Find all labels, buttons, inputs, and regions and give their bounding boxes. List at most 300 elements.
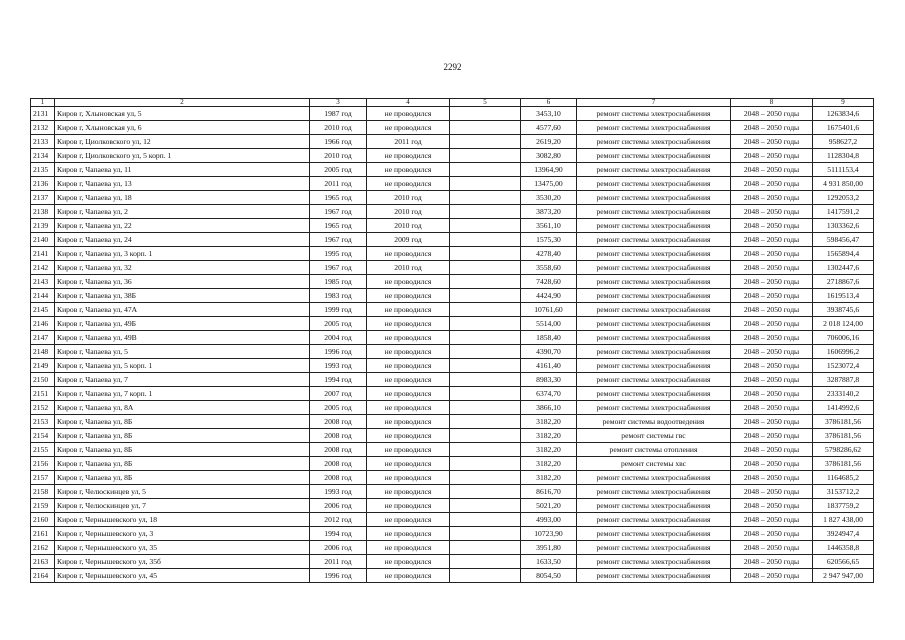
cell-last-repair-year: 2010 год	[367, 191, 450, 205]
cell-work-type: ремонт системы электроснабжения	[577, 191, 731, 205]
cell-build-year: 1987 год	[310, 107, 367, 121]
cell-work-type: ремонт системы электроснабжения	[577, 121, 731, 135]
cell-area: 13964,90	[521, 163, 577, 177]
cell-work-type: ремонт системы электроснабжения	[577, 541, 731, 555]
cell-area: 3951,80	[521, 541, 577, 555]
cell-build-year: 1965 год	[310, 219, 367, 233]
cell-build-year: 1966 год	[310, 135, 367, 149]
cell-column-5	[450, 359, 521, 373]
cell-cost: 2 018 124,00	[813, 317, 874, 331]
cell-address: Киров г, Чапаева ул, 8А	[55, 401, 310, 415]
header-cell: 7	[577, 99, 731, 107]
cell-last-repair-year: не проводился	[367, 303, 450, 317]
cell-build-year: 1983 год	[310, 289, 367, 303]
cell-address: Киров г, Чапаева ул, 8Б	[55, 429, 310, 443]
cell-address: Киров г, Циолковского ул, 12	[55, 135, 310, 149]
table-row	[31, 387, 874, 401]
cell-address: Киров г, Чапаева ул, 7 корп. 1	[55, 387, 310, 401]
cell-area: 4390,70	[521, 345, 577, 359]
cell-column-5	[450, 135, 521, 149]
cell-period: 2048 – 2050 годы	[731, 275, 813, 289]
cell-area: 4424,90	[521, 289, 577, 303]
cell-area: 2619,20	[521, 135, 577, 149]
cell-row-number: 2139	[31, 219, 55, 233]
cell-area: 3182,20	[521, 443, 577, 457]
cell-address: Киров г, Циолковского ул, 5 корп. 1	[55, 149, 310, 163]
cell-row-number: 2156	[31, 457, 55, 471]
cell-column-5	[450, 247, 521, 261]
cell-row-number: 2158	[31, 485, 55, 499]
cell-work-type: ремонт системы электроснабжения	[577, 331, 731, 345]
cell-last-repair-year: не проводился	[367, 373, 450, 387]
cell-last-repair-year: 2010 год	[367, 219, 450, 233]
cell-column-5	[450, 527, 521, 541]
cell-address: Киров г, Чапаева ул, 5	[55, 345, 310, 359]
cell-area: 13475,00	[521, 177, 577, 191]
cell-build-year: 1985 год	[310, 275, 367, 289]
table-row	[31, 443, 874, 457]
cell-build-year: 2011 год	[310, 555, 367, 569]
cell-cost: 3786181,56	[813, 415, 874, 429]
table-row	[31, 233, 874, 247]
cell-row-number: 2160	[31, 513, 55, 527]
cell-area: 6374,70	[521, 387, 577, 401]
cell-last-repair-year: 2009 год	[367, 233, 450, 247]
table-row	[31, 415, 874, 429]
cell-row-number: 2136	[31, 177, 55, 191]
cell-row-number: 2154	[31, 429, 55, 443]
cell-work-type: ремонт системы электроснабжения	[577, 107, 731, 121]
cell-period: 2048 – 2050 годы	[731, 499, 813, 513]
cell-area: 5021,20	[521, 499, 577, 513]
cell-period: 2048 – 2050 годы	[731, 233, 813, 247]
cell-last-repair-year: 2010 год	[367, 261, 450, 275]
cell-period: 2048 – 2050 годы	[731, 261, 813, 275]
cell-column-5	[450, 387, 521, 401]
cell-row-number: 2144	[31, 289, 55, 303]
table-row	[31, 569, 874, 583]
cell-period: 2048 – 2050 годы	[731, 527, 813, 541]
cell-period: 2048 – 2050 годы	[731, 331, 813, 345]
table-row	[31, 513, 874, 527]
cell-cost: 958627,2	[813, 135, 874, 149]
cell-address: Киров г, Чапаева ул, 13	[55, 177, 310, 191]
cell-cost: 1 827 438,00	[813, 513, 874, 527]
table-row	[31, 317, 874, 331]
table-row	[31, 457, 874, 471]
cell-last-repair-year: 2010 год	[367, 205, 450, 219]
cell-area: 5514,00	[521, 317, 577, 331]
cell-cost: 598456,47	[813, 233, 874, 247]
cell-work-type: ремонт системы электроснабжения	[577, 261, 731, 275]
table-row	[31, 191, 874, 205]
cell-row-number: 2164	[31, 569, 55, 583]
cell-column-5	[450, 177, 521, 191]
table-row	[31, 177, 874, 191]
cell-build-year: 2006 год	[310, 499, 367, 513]
cell-build-year: 1967 год	[310, 261, 367, 275]
cell-column-5	[450, 373, 521, 387]
cell-last-repair-year: не проводился	[367, 149, 450, 163]
cell-work-type: ремонт системы электроснабжения	[577, 387, 731, 401]
cell-period: 2048 – 2050 годы	[731, 555, 813, 569]
table-row	[31, 205, 874, 219]
cell-build-year: 2005 год	[310, 401, 367, 415]
cell-cost: 1606996,2	[813, 345, 874, 359]
cell-cost: 1302447,6	[813, 261, 874, 275]
cell-column-5	[450, 485, 521, 499]
cell-cost: 4 931 850,00	[813, 177, 874, 191]
cell-work-type: ремонт системы электроснабжения	[577, 205, 731, 219]
cell-cost: 3924947,4	[813, 527, 874, 541]
table-row	[31, 485, 874, 499]
cell-cost: 1523072,4	[813, 359, 874, 373]
cell-build-year: 1999 год	[310, 303, 367, 317]
cell-cost: 2718867,6	[813, 275, 874, 289]
cell-period: 2048 – 2050 годы	[731, 149, 813, 163]
cell-column-5	[450, 233, 521, 247]
cell-row-number: 2157	[31, 471, 55, 485]
header-cell: 4	[367, 99, 450, 107]
cell-address: Киров г, Чапаева ул, 32	[55, 261, 310, 275]
cell-work-type: ремонт системы электроснабжения	[577, 527, 731, 541]
cell-last-repair-year: не проводился	[367, 317, 450, 331]
cell-build-year: 1967 год	[310, 233, 367, 247]
cell-work-type: ремонт системы электроснабжения	[577, 163, 731, 177]
cell-last-repair-year: не проводился	[367, 331, 450, 345]
cell-cost: 3938745,6	[813, 303, 874, 317]
cell-build-year: 2010 год	[310, 149, 367, 163]
table-row	[31, 303, 874, 317]
cell-build-year: 1965 год	[310, 191, 367, 205]
cell-period: 2048 – 2050 годы	[731, 121, 813, 135]
cell-address: Киров г, Хлыновская ул, 6	[55, 121, 310, 135]
cell-row-number: 2140	[31, 233, 55, 247]
cell-period: 2048 – 2050 годы	[731, 177, 813, 191]
cell-period: 2048 – 2050 годы	[731, 401, 813, 415]
cell-period: 2048 – 2050 годы	[731, 569, 813, 583]
cell-address: Киров г, Чапаева ул, 24	[55, 233, 310, 247]
cell-build-year: 2011 год	[310, 177, 367, 191]
cell-row-number: 2159	[31, 499, 55, 513]
cell-cost: 1837759,2	[813, 499, 874, 513]
cell-row-number: 2141	[31, 247, 55, 261]
table-row	[31, 359, 874, 373]
cell-period: 2048 – 2050 годы	[731, 443, 813, 457]
cell-area: 4278,40	[521, 247, 577, 261]
cell-work-type: ремонт системы электроснабжения	[577, 345, 731, 359]
cell-period: 2048 – 2050 годы	[731, 135, 813, 149]
header-cell: 2	[55, 99, 310, 107]
cell-build-year: 2005 год	[310, 317, 367, 331]
cell-row-number: 2161	[31, 527, 55, 541]
cell-period: 2048 – 2050 годы	[731, 289, 813, 303]
cell-column-5	[450, 429, 521, 443]
cell-last-repair-year: не проводился	[367, 359, 450, 373]
cell-cost: 3786181,56	[813, 457, 874, 471]
table-row	[31, 275, 874, 289]
cell-address: Киров г, Чапаева ул, 18	[55, 191, 310, 205]
cell-column-5	[450, 513, 521, 527]
cell-column-5	[450, 499, 521, 513]
cell-area: 3873,20	[521, 205, 577, 219]
cell-work-type: ремонт системы электроснабжения	[577, 219, 731, 233]
cell-row-number: 2163	[31, 555, 55, 569]
cell-column-5	[450, 289, 521, 303]
cell-cost: 1675401,6	[813, 121, 874, 135]
cell-last-repair-year: не проводился	[367, 107, 450, 121]
cell-work-type: ремонт системы электроснабжения	[577, 317, 731, 331]
cell-area: 8983,30	[521, 373, 577, 387]
cell-build-year: 2008 год	[310, 443, 367, 457]
cell-area: 10723,90	[521, 527, 577, 541]
cell-column-5	[450, 555, 521, 569]
cell-address: Киров г, Чапаева ул, 49В	[55, 331, 310, 345]
cell-work-type: ремонт системы электроснабжения	[577, 177, 731, 191]
cell-address: Киров г, Чапаева ул, 49Б	[55, 317, 310, 331]
page-number: 2292	[443, 62, 462, 72]
cell-last-repair-year: не проводился	[367, 415, 450, 429]
cell-row-number: 2155	[31, 443, 55, 457]
cell-area: 3530,20	[521, 191, 577, 205]
cell-period: 2048 – 2050 годы	[731, 163, 813, 177]
cell-area: 1633,50	[521, 555, 577, 569]
cell-last-repair-year: не проводился	[367, 541, 450, 555]
header-cell: 1	[31, 99, 55, 107]
cell-address: Киров г, Чернышевского ул, 35	[55, 541, 310, 555]
cell-work-type: ремонт системы отопления	[577, 443, 731, 457]
header-row	[31, 99, 874, 107]
cell-build-year: 2008 год	[310, 429, 367, 443]
cell-period: 2048 – 2050 годы	[731, 359, 813, 373]
cell-last-repair-year: не проводился	[367, 457, 450, 471]
cell-area: 1575,30	[521, 233, 577, 247]
cell-area: 10761,60	[521, 303, 577, 317]
cell-last-repair-year: не проводился	[367, 163, 450, 177]
cell-work-type: ремонт системы электроснабжения	[577, 471, 731, 485]
table-body	[31, 107, 874, 583]
cell-address: Киров г, Чернышевского ул, 45	[55, 569, 310, 583]
cell-column-5	[450, 457, 521, 471]
cell-last-repair-year: не проводился	[367, 569, 450, 583]
cell-period: 2048 – 2050 годы	[731, 415, 813, 429]
cell-row-number: 2138	[31, 205, 55, 219]
cell-area: 3866,10	[521, 401, 577, 415]
cell-address: Киров г, Чапаева ул, 5 корп. 1	[55, 359, 310, 373]
table-row	[31, 527, 874, 541]
cell-address: Киров г, Хлыновская ул, 5	[55, 107, 310, 121]
cell-work-type: ремонт системы водоотведения	[577, 415, 731, 429]
cell-period: 2048 – 2050 годы	[731, 457, 813, 471]
cell-build-year: 1994 год	[310, 373, 367, 387]
cell-build-year: 2005 год	[310, 163, 367, 177]
table-row	[31, 121, 874, 135]
cell-last-repair-year: не проводился	[367, 429, 450, 443]
cell-area: 7428,60	[521, 275, 577, 289]
cell-last-repair-year: не проводился	[367, 485, 450, 499]
cell-last-repair-year: не проводился	[367, 275, 450, 289]
cell-build-year: 1967 год	[310, 205, 367, 219]
cell-work-type: ремонт системы электроснабжения	[577, 401, 731, 415]
cell-row-number: 2145	[31, 303, 55, 317]
cell-row-number: 2146	[31, 317, 55, 331]
cell-address: Киров г, Чапаева ул, 8Б	[55, 443, 310, 457]
cell-area: 3561,10	[521, 219, 577, 233]
cell-cost: 2 947 947,00	[813, 569, 874, 583]
cell-build-year: 2008 год	[310, 457, 367, 471]
cell-area: 1858,40	[521, 331, 577, 345]
cell-area: 3182,20	[521, 457, 577, 471]
cell-area: 4993,00	[521, 513, 577, 527]
cell-work-type: ремонт системы электроснабжения	[577, 149, 731, 163]
cell-column-5	[450, 471, 521, 485]
cell-cost: 5111153,4	[813, 163, 874, 177]
cell-address: Киров г, Чапаева ул, 47А	[55, 303, 310, 317]
cell-address: Киров г, Чапаева ул, 8Б	[55, 457, 310, 471]
cell-cost: 706006,16	[813, 331, 874, 345]
cell-cost: 1446358,8	[813, 541, 874, 555]
cell-period: 2048 – 2050 годы	[731, 219, 813, 233]
cell-build-year: 1994 год	[310, 527, 367, 541]
cell-column-5	[450, 541, 521, 555]
cell-cost: 5798286,62	[813, 443, 874, 457]
cell-column-5	[450, 569, 521, 583]
cell-build-year: 2007 год	[310, 387, 367, 401]
header-cell: 6	[521, 99, 577, 107]
cell-build-year: 2008 год	[310, 415, 367, 429]
cell-work-type: ремонт системы электроснабжения	[577, 289, 731, 303]
cell-column-5	[450, 121, 521, 135]
cell-work-type: ремонт системы хвс	[577, 457, 731, 471]
cell-period: 2048 – 2050 годы	[731, 107, 813, 121]
cell-cost: 1414992,6	[813, 401, 874, 415]
cell-period: 2048 – 2050 годы	[731, 429, 813, 443]
cell-address: Киров г, Чернышевского ул, 35б	[55, 555, 310, 569]
cell-column-5	[450, 191, 521, 205]
cell-last-repair-year: не проводился	[367, 401, 450, 415]
cell-build-year: 2004 год	[310, 331, 367, 345]
cell-cost: 1263834,6	[813, 107, 874, 121]
cell-area: 8616,70	[521, 485, 577, 499]
cell-work-type: ремонт системы электроснабжения	[577, 569, 731, 583]
cell-work-type: ремонт системы электроснабжения	[577, 275, 731, 289]
cell-row-number: 2134	[31, 149, 55, 163]
cell-period: 2048 – 2050 годы	[731, 541, 813, 555]
cell-row-number: 2151	[31, 387, 55, 401]
cell-work-type: ремонт системы электроснабжения	[577, 485, 731, 499]
cell-column-5	[450, 331, 521, 345]
table-row	[31, 289, 874, 303]
cell-column-5	[450, 303, 521, 317]
header-cell: 9	[813, 99, 874, 107]
table-row	[31, 219, 874, 233]
table-row	[31, 429, 874, 443]
cell-build-year: 2006 год	[310, 541, 367, 555]
cell-address: Киров г, Чапаева ул, 22	[55, 219, 310, 233]
cell-work-type: ремонт системы электроснабжения	[577, 135, 731, 149]
cell-row-number: 2142	[31, 261, 55, 275]
cell-column-5	[450, 345, 521, 359]
cell-period: 2048 – 2050 годы	[731, 247, 813, 261]
cell-last-repair-year: не проводился	[367, 387, 450, 401]
cell-column-5	[450, 107, 521, 121]
cell-column-5	[450, 443, 521, 457]
cell-last-repair-year: не проводился	[367, 443, 450, 457]
cell-area: 4577,60	[521, 121, 577, 135]
cell-row-number: 2143	[31, 275, 55, 289]
cell-cost: 1128304,8	[813, 149, 874, 163]
cell-last-repair-year: не проводился	[367, 289, 450, 303]
cell-column-5	[450, 275, 521, 289]
cell-address: Киров г, Челюскинцев ул, 5	[55, 485, 310, 499]
cell-area: 8054,50	[521, 569, 577, 583]
cell-last-repair-year: не проводился	[367, 513, 450, 527]
table-row	[31, 107, 874, 121]
cell-last-repair-year: не проводился	[367, 527, 450, 541]
cell-row-number: 2147	[31, 331, 55, 345]
cell-work-type: ремонт системы электроснабжения	[577, 247, 731, 261]
header-cell: 3	[310, 99, 367, 107]
cell-last-repair-year: не проводился	[367, 345, 450, 359]
cell-period: 2048 – 2050 годы	[731, 345, 813, 359]
cell-build-year: 1993 год	[310, 359, 367, 373]
table-row	[31, 261, 874, 275]
cell-cost: 2333140,2	[813, 387, 874, 401]
cell-period: 2048 – 2050 годы	[731, 317, 813, 331]
table-row	[31, 163, 874, 177]
cell-cost: 1303362,6	[813, 219, 874, 233]
cell-last-repair-year: не проводился	[367, 555, 450, 569]
table-row	[31, 149, 874, 163]
cell-last-repair-year: не проводился	[367, 471, 450, 485]
cell-row-number: 2162	[31, 541, 55, 555]
cell-area: 3558,60	[521, 261, 577, 275]
table-row	[31, 471, 874, 485]
cell-address: Киров г, Чернышевского ул, 3	[55, 527, 310, 541]
cell-column-5	[450, 219, 521, 233]
cell-row-number: 2135	[31, 163, 55, 177]
cell-cost: 3786181,56	[813, 429, 874, 443]
cell-build-year: 1993 год	[310, 485, 367, 499]
cell-address: Киров г, Чапаева ул, 8Б	[55, 415, 310, 429]
cell-address: Киров г, Чапаева ул, 8Б	[55, 471, 310, 485]
cell-build-year: 1996 год	[310, 345, 367, 359]
cell-row-number: 2133	[31, 135, 55, 149]
cell-cost: 1164685,2	[813, 471, 874, 485]
cell-build-year: 2012 год	[310, 513, 367, 527]
cell-period: 2048 – 2050 годы	[731, 373, 813, 387]
cell-column-5	[450, 317, 521, 331]
cell-column-5	[450, 163, 521, 177]
cell-cost: 3153712,2	[813, 485, 874, 499]
table-row	[31, 373, 874, 387]
cell-work-type: ремонт системы электроснабжения	[577, 555, 731, 569]
cell-row-number: 2149	[31, 359, 55, 373]
table-row	[31, 345, 874, 359]
cell-last-repair-year: не проводился	[367, 247, 450, 261]
cell-last-repair-year: не проводился	[367, 499, 450, 513]
cell-work-type: ремонт системы электроснабжения	[577, 373, 731, 387]
cell-cost: 3287887,8	[813, 373, 874, 387]
table-row	[31, 401, 874, 415]
cell-area: 4161,40	[521, 359, 577, 373]
cell-last-repair-year: не проводился	[367, 177, 450, 191]
header-cell: 5	[450, 99, 521, 107]
cell-cost: 1565894,4	[813, 247, 874, 261]
cell-address: Киров г, Чернышевского ул, 18	[55, 513, 310, 527]
cell-build-year: 2010 год	[310, 121, 367, 135]
cell-cost: 620566,65	[813, 555, 874, 569]
